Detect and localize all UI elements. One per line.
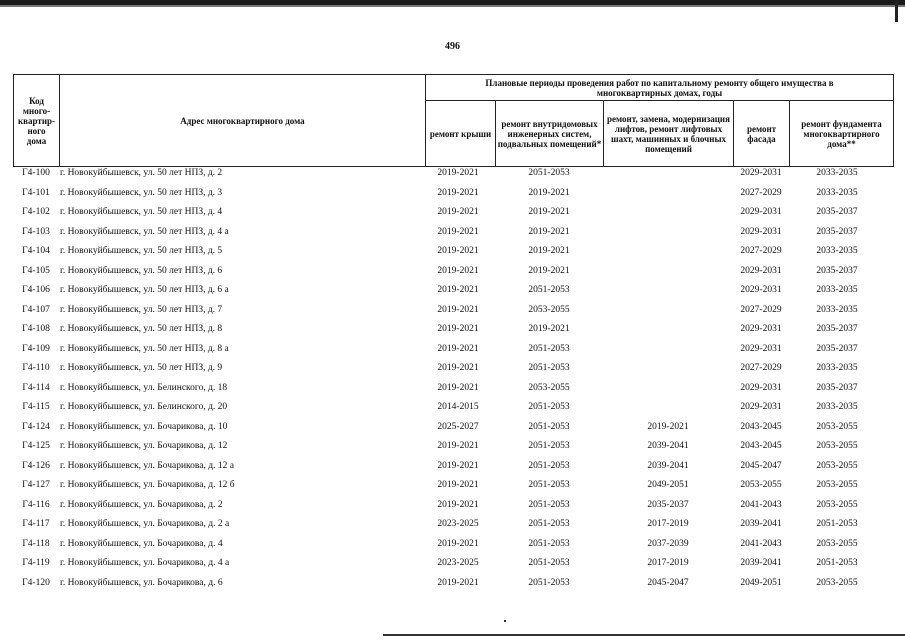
cell-facade: 2029-2031 [740, 343, 782, 354]
cell-facade: 2039-2041 [740, 519, 782, 529]
cell-facade: 2053-2055 [740, 480, 782, 490]
cell-facade: 2027-2029 [740, 304, 782, 315]
cell-facade: 2041-2043 [740, 538, 782, 549]
cell-foundation: 2033-2035 [816, 285, 858, 295]
cell-engineering: 2051-2053 [528, 421, 570, 432]
cell-engineering: 2053-2055 [528, 382, 570, 393]
cell-address: г. Новокуйбышевск, ул. Бочарикова, д. 4 а [60, 558, 230, 568]
cell-lifts: 2037-2039 [647, 538, 689, 549]
cell-code: Г4-119 [22, 558, 50, 568]
cell-foundation: 2033-2035 [816, 168, 858, 178]
cell-code: Г4-101 [22, 187, 50, 198]
cell-address: г. Новокуйбышевск, ул. Белинского, д. 18 [60, 382, 228, 393]
cell-roof: 2019-2021 [437, 480, 479, 490]
cell-address: г. Новокуйбышевск, ул. 50 лет НПЗ, д. 6 а [60, 285, 229, 295]
cell-foundation: 2033-2035 [816, 246, 858, 256]
table-row [13, 224, 893, 244]
table-row [13, 263, 893, 283]
table-row [13, 185, 893, 205]
cell-facade: 2043-2045 [740, 441, 782, 451]
header-lifts: ремонт, замена, модернизация лифтов, ремонт лифтовых шахт, машинных и блочных помещений [604, 101, 734, 167]
cell-code: Г4-124 [22, 421, 50, 432]
cell-roof: 2019-2021 [437, 207, 479, 217]
cell-code: Г4-114 [22, 382, 50, 393]
cell-roof: 2019-2021 [437, 304, 479, 315]
cell-roof: 2019-2021 [437, 265, 479, 276]
cell-code: Г4-126 [22, 460, 50, 471]
cell-engineering: 2051-2053 [528, 441, 570, 451]
table-row [13, 458, 893, 478]
table-row [13, 165, 893, 185]
table-body [13, 165, 893, 594]
cell-foundation: 2035-2037 [816, 324, 858, 334]
cell-address: г. Новокуйбышевск, ул. Бочарикова, д. 10 [60, 421, 228, 432]
scan-corner-mark [895, 0, 898, 22]
page-number: 496 [445, 41, 460, 52]
cell-code: Г4-100 [22, 168, 50, 178]
cell-roof: 2019-2021 [437, 577, 479, 588]
cell-facade: 2043-2045 [740, 421, 782, 432]
cell-foundation: 2033-2035 [816, 187, 858, 198]
cell-foundation: 2033-2035 [816, 304, 858, 315]
cell-facade: 2029-2031 [740, 168, 782, 178]
cell-roof: 2019-2021 [437, 343, 479, 354]
cell-foundation: 2053-2055 [816, 538, 858, 549]
cell-foundation: 2035-2037 [816, 265, 858, 276]
table-row [13, 380, 893, 400]
cell-engineering: 2051-2053 [528, 343, 570, 354]
cell-facade: 2027-2029 [740, 363, 782, 373]
cell-lifts: 2049-2051 [647, 480, 689, 490]
cell-engineering: 2051-2053 [528, 480, 570, 490]
cell-code: Г4-107 [22, 304, 50, 315]
table-row [13, 438, 893, 458]
cell-address: г. Новокуйбышевск, ул. 50 лет НПЗ, д. 9 [60, 363, 223, 373]
cell-engineering: 2019-2021 [528, 187, 570, 198]
cell-engineering: 2019-2021 [528, 324, 570, 334]
header-roof: ремонт крыши [426, 101, 496, 167]
cell-lifts: 2039-2041 [647, 460, 689, 471]
cell-code: Г4-105 [22, 265, 50, 276]
cell-foundation: 2053-2055 [816, 499, 858, 510]
scan-speck [504, 620, 506, 622]
cell-roof: 2019-2021 [437, 441, 479, 451]
cell-address: г. Новокуйбышевск, ул. Бочарикова, д. 2 а [60, 519, 230, 529]
cell-address: г. Новокуйбышевск, ул. Бочарикова, д. 4 [60, 538, 223, 549]
cell-code: Г4-120 [22, 577, 50, 588]
cell-address: г. Новокуйбышевск, ул. Бочарикова, д. 6 [60, 577, 223, 588]
cell-facade: 2049-2051 [740, 577, 782, 588]
cell-code: Г4-115 [22, 402, 50, 412]
cell-code: Г4-106 [22, 285, 50, 295]
table-row [13, 321, 893, 341]
cell-foundation: 2053-2055 [816, 577, 858, 588]
cell-code: Г4-117 [22, 519, 50, 529]
cell-address: г. Новокуйбышевск, ул. 50 лет НПЗ, д. 6 [60, 265, 223, 276]
cell-foundation: 2033-2035 [816, 363, 858, 373]
cell-foundation: 2053-2055 [816, 421, 858, 432]
cell-facade: 2029-2031 [740, 382, 782, 393]
cell-foundation: 2035-2037 [816, 226, 858, 237]
cell-roof: 2019-2021 [437, 168, 479, 178]
table-row [13, 302, 893, 322]
cell-roof: 2019-2021 [437, 460, 479, 471]
cell-address: г. Новокуйбышевск, ул. 50 лет НПЗ, д. 4 а [60, 226, 229, 237]
cell-roof: 2019-2021 [437, 324, 479, 334]
cell-engineering: 2051-2053 [528, 285, 570, 295]
cell-code: Г4-109 [22, 343, 50, 354]
cell-code: Г4-127 [22, 480, 50, 490]
cell-facade: 2045-2047 [740, 460, 782, 471]
cell-address: г. Новокуйбышевск, ул. 50 лет НПЗ, д. 7 [60, 304, 223, 315]
cell-engineering: 2053-2055 [528, 304, 570, 315]
cell-address: г. Новокуйбышевск, ул. Бочарикова, д. 12 б [60, 480, 235, 490]
cell-engineering: 2051-2053 [528, 363, 570, 373]
header-code: Код много-квартир-ного дома [14, 75, 60, 167]
cell-address: г. Новокуйбышевск, ул. Бочарикова, д. 12 [60, 441, 228, 451]
header-facade: ремонт фасада [734, 101, 790, 167]
table-row [13, 360, 893, 380]
cell-roof: 2025-2027 [437, 421, 479, 432]
cell-foundation: 2051-2053 [816, 558, 858, 568]
cell-address: г. Новокуйбышевск, ул. 50 лет НПЗ, д. 8 а [60, 343, 229, 354]
cell-foundation: 2035-2037 [816, 382, 858, 393]
cell-roof: 2023-2025 [437, 558, 479, 568]
table-row [13, 282, 893, 302]
cell-engineering: 2051-2053 [528, 168, 570, 178]
table-row [13, 536, 893, 556]
cell-address: г. Новокуйбышевск, ул. Белинского, д. 20 [60, 402, 228, 412]
table-row [13, 516, 893, 536]
cell-engineering: 2019-2021 [528, 265, 570, 276]
cell-facade: 2027-2029 [740, 246, 782, 256]
cell-engineering: 2051-2053 [528, 499, 570, 510]
cell-code: Г4-104 [22, 246, 50, 256]
cell-roof: 2019-2021 [437, 382, 479, 393]
cell-engineering: 2051-2053 [528, 460, 570, 471]
table-row [13, 575, 893, 595]
cell-foundation: 2053-2055 [816, 460, 858, 471]
cell-code: Г4-116 [22, 499, 50, 510]
cell-roof: 2019-2021 [437, 187, 479, 198]
cell-engineering: 2051-2053 [528, 577, 570, 588]
cell-facade: 2039-2041 [740, 558, 782, 568]
cell-lifts: 2017-2019 [647, 558, 689, 568]
cell-foundation: 2051-2053 [816, 519, 858, 529]
cell-facade: 2027-2029 [740, 187, 782, 198]
cell-engineering: 2051-2053 [528, 519, 570, 529]
cell-foundation: 2035-2037 [816, 343, 858, 354]
cell-roof: 2019-2021 [437, 538, 479, 549]
cell-address: г. Новокуйбышевск, ул. 50 лет НПЗ, д. 8 [60, 324, 223, 334]
cell-facade: 2029-2031 [740, 285, 782, 295]
cell-code: Г4-125 [22, 441, 50, 451]
cell-roof: 2019-2021 [437, 363, 479, 373]
cell-address: г. Новокуйбышевск, ул. Бочарикова, д. 12 а [60, 460, 234, 471]
table-row [13, 341, 893, 361]
cell-roof: 2019-2021 [437, 285, 479, 295]
header-foundation: ремонт фундамента многоквартирного дома** [790, 101, 894, 167]
cell-code: Г4-108 [22, 324, 50, 334]
cell-code: Г4-103 [22, 226, 50, 237]
cell-address: г. Новокуйбышевск, ул. 50 лет НПЗ, д. 5 [60, 246, 223, 256]
cell-address: г. Новокуйбышевск, ул. 50 лет НПЗ, д. 3 [60, 187, 223, 198]
cell-address: г. Новокуйбышевск, ул. 50 лет НПЗ, д. 2 [60, 168, 223, 178]
scan-bottom-border [383, 634, 905, 636]
cell-foundation: 2053-2055 [816, 441, 858, 451]
cell-engineering: 2019-2021 [528, 246, 570, 256]
cell-code: Г4-102 [22, 207, 50, 217]
table-header [13, 74, 894, 167]
cell-roof: 2019-2021 [437, 499, 479, 510]
table-row [13, 419, 893, 439]
table-row [13, 497, 893, 517]
header-periods: Плановые периоды проведения работ по капитальному ремонту общего имущества в многоквартирных домах, годы [426, 75, 894, 101]
cell-roof: 2014-2015 [437, 402, 479, 412]
cell-foundation: 2035-2037 [816, 207, 858, 217]
header-engineering: ремонт внутридомовых инженерных систем, подвальных помещений* [496, 101, 604, 167]
table-row [13, 204, 893, 224]
cell-lifts: 2035-2037 [647, 499, 689, 510]
cell-facade: 2041-2043 [740, 499, 782, 510]
cell-roof: 2023-2025 [437, 519, 479, 529]
cell-facade: 2029-2031 [740, 207, 782, 217]
cell-engineering: 2019-2021 [528, 226, 570, 237]
cell-code: Г4-118 [22, 538, 50, 549]
cell-foundation: 2033-2035 [816, 402, 858, 412]
table-row [13, 399, 893, 419]
cell-facade: 2029-2031 [740, 402, 782, 412]
table-row [13, 477, 893, 497]
cell-facade: 2029-2031 [740, 265, 782, 276]
cell-facade: 2029-2031 [740, 324, 782, 334]
cell-roof: 2019-2021 [437, 226, 479, 237]
table-row [13, 555, 893, 575]
cell-engineering: 2051-2053 [528, 538, 570, 549]
cell-engineering: 2051-2053 [528, 402, 570, 412]
cell-lifts: 2017-2019 [647, 519, 689, 529]
cell-address: г. Новокуйбышевск, ул. Бочарикова, д. 2 [60, 499, 223, 510]
cell-engineering: 2051-2053 [528, 558, 570, 568]
scan-top-shadow [0, 5, 905, 7]
cell-lifts: 2039-2041 [647, 441, 689, 451]
cell-lifts: 2045-2047 [647, 577, 689, 588]
cell-engineering: 2019-2021 [528, 207, 570, 217]
cell-address: г. Новокуйбышевск, ул. 50 лет НПЗ, д. 4 [60, 207, 223, 217]
table-row [13, 243, 893, 263]
cell-foundation: 2053-2055 [816, 480, 858, 490]
cell-facade: 2029-2031 [740, 226, 782, 237]
cell-roof: 2019-2021 [437, 246, 479, 256]
cell-code: Г4-110 [22, 363, 50, 373]
cell-lifts: 2019-2021 [647, 421, 689, 432]
header-address: Адрес многоквартирного дома [60, 75, 426, 167]
